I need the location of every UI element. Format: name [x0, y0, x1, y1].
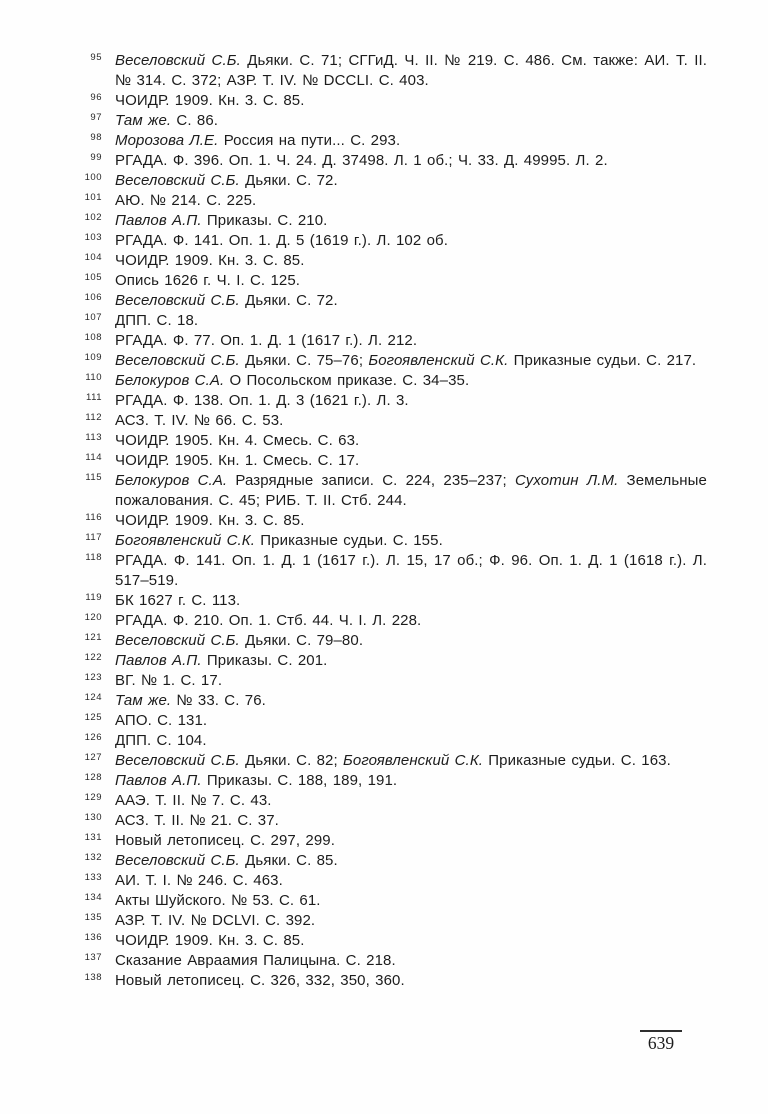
- footnote-number: 136: [84, 932, 102, 943]
- footnote-number: 113: [85, 432, 102, 443]
- footnote-number: 133: [84, 872, 102, 883]
- footnote-item: [76, 111, 707, 131]
- footnote-text: Веселовский С.Б. Дьяки. С. 75–76; Богоявленский С.К. Приказные судьи. С. 217.: [115, 352, 697, 369]
- footnote-item: [76, 971, 707, 991]
- footnote-item: [76, 671, 707, 691]
- footnote-number: 104: [84, 252, 102, 263]
- footnote-number: 138: [84, 972, 102, 983]
- footnote-text: ЧОИДР. 1909. Кн. 3. С. 85.: [115, 932, 305, 949]
- footnote-item: [76, 511, 707, 531]
- footnote-number: 96: [90, 92, 102, 103]
- footnote-text: Павлов А.П. Приказы. С. 210.: [115, 212, 328, 229]
- footnote-item: [76, 371, 707, 391]
- footnote-item: [76, 271, 707, 291]
- footnote-number: 112: [85, 412, 102, 423]
- footnote-text: БК 1627 г. С. 113.: [115, 592, 241, 609]
- footnote-number: 99: [90, 152, 102, 163]
- footnote-item: [76, 831, 707, 851]
- footnote-item: [76, 751, 707, 771]
- footnote-item: [76, 651, 707, 671]
- footnote-number: 128: [84, 772, 102, 783]
- footnote-number: 119: [85, 592, 102, 603]
- footnote-text: РГАДА. Ф. 77. Оп. 1. Д. 1 (1617 г.). Л. 212.: [115, 332, 418, 349]
- footnote-item: [76, 391, 707, 411]
- footnote-number: 95: [90, 52, 102, 63]
- footnote-item: [76, 851, 707, 871]
- footnote-number: 124: [84, 692, 102, 703]
- footnote-text: Новый летописец. С. 297, 299.: [115, 832, 336, 849]
- footnote-number: 126: [84, 732, 102, 743]
- footnote-text: Веселовский С.Б. Дьяки. С. 72.: [115, 172, 338, 189]
- footnote-number: 101: [84, 192, 102, 203]
- footnote-item: [76, 331, 707, 351]
- footnote-number: 121: [84, 632, 102, 643]
- footnote-number: 97: [90, 112, 102, 123]
- footnote-text: АСЗ. Т. II. № 21. С. 37.: [115, 812, 279, 829]
- footnote-text: РГАДА. Ф. 141. Оп. 1. Д. 1 (1617 г.). Л. 15, 17 об.; Ф. 96. Оп. 1. Д. 1 (1618 г.). Л. 517–519.: [115, 552, 707, 589]
- footnote-text: АПО. С. 131.: [115, 712, 208, 729]
- footnote-item: [76, 291, 707, 311]
- footnote-list: [76, 51, 707, 991]
- footnote-item: [76, 431, 707, 451]
- footnote-item: [76, 131, 707, 151]
- footnote-text: ВГ. № 1. С. 17.: [115, 672, 223, 689]
- footnote-text: ЧОИДР. 1909. Кн. 3. С. 85.: [115, 512, 305, 529]
- footnote-text: Веселовский С.Б. Дьяки. С. 79–80.: [115, 632, 364, 649]
- footnote-number: 105: [84, 272, 102, 283]
- footnote-number: 102: [84, 212, 102, 223]
- footnote-number: 111: [86, 392, 102, 403]
- footnote-number: 129: [84, 792, 102, 803]
- footnote-number: 108: [84, 332, 102, 343]
- footnote-text: РГАДА. Ф. 138. Оп. 1. Д. 3 (1621 г.). Л. 3.: [115, 392, 409, 409]
- footnote-item: [76, 411, 707, 431]
- footnote-item: [76, 611, 707, 631]
- footnote-text: Белокуров С.А. О Посольском приказе. С. 34–35.: [115, 372, 470, 389]
- footnote-text: ЧОИДР. 1909. Кн. 3. С. 85.: [115, 252, 305, 269]
- footnote-text: Веселовский С.Б. Дьяки. С. 82; Богоявленский С.К. Приказные судьи. С. 163.: [115, 752, 671, 769]
- footnote-item: [76, 731, 707, 751]
- footnote-item: [76, 631, 707, 651]
- footnote-item: [76, 151, 707, 171]
- footnote-item: [76, 911, 707, 931]
- footnote-number: 106: [84, 292, 102, 303]
- footnote-item: [76, 691, 707, 711]
- footnote-text: РГАДА. Ф. 210. Оп. 1. Стб. 44. Ч. I. Л. 228.: [115, 612, 422, 629]
- footnote-text: Веселовский С.Б. Дьяки. С. 72.: [115, 292, 338, 309]
- footnote-item: [76, 711, 707, 731]
- footnote-item: [76, 551, 707, 591]
- footnote-number: 127: [84, 752, 102, 763]
- footnote-text: АЗР. Т. IV. № DCLVI. С. 392.: [115, 912, 316, 929]
- footnote-text: Павлов А.П. Приказы. С. 201.: [115, 652, 328, 669]
- footnote-item: [76, 211, 707, 231]
- footnote-number: 125: [84, 712, 102, 723]
- footnote-number: 137: [84, 952, 102, 963]
- footnote-text: Новый летописец. С. 326, 332, 350, 360.: [115, 972, 405, 989]
- footnote-item: [76, 251, 707, 271]
- footnote-number: 132: [84, 852, 102, 863]
- footnote-number: 107: [84, 312, 102, 323]
- footnote-number: 134: [84, 892, 102, 903]
- footnote-text: Морозова Л.Е. Россия на пути... С. 293.: [115, 132, 401, 149]
- footnote-number: 117: [85, 532, 102, 543]
- footnote-number: 130: [84, 812, 102, 823]
- footnote-text: АИ. Т. I. № 246. С. 463.: [115, 872, 283, 889]
- footnote-number: 100: [84, 172, 102, 183]
- footnote-item: [76, 771, 707, 791]
- footnote-number: 131: [84, 832, 102, 843]
- footnote-text: Веселовский С.Б. Дьяки. С. 85.: [115, 852, 338, 869]
- footnote-item: [76, 231, 707, 251]
- footnote-text: РГАДА. Ф. 396. Оп. 1. Ч. 24. Д. 37498. Л. 1 об.; Ч. 33. Д. 49995. Л. 2.: [115, 152, 608, 169]
- footnote-number: 110: [85, 372, 102, 383]
- footnote-text: ДПП. С. 18.: [115, 312, 199, 329]
- footnote-text: АЮ. № 214. С. 225.: [115, 192, 257, 209]
- footnote-item: [76, 471, 707, 511]
- footnote-text: Белокуров С.А. Разрядные записи. С. 224, 235–237; Сухотин Л.М. Земельные пожалования. С. 45; РИБ. Т. II. Стб. 244.: [115, 472, 707, 509]
- footnote-text: ЧОИДР. 1905. Кн. 1. Смесь. С. 17.: [115, 452, 360, 469]
- footnote-item: [76, 791, 707, 811]
- footnote-text: ААЭ. Т. II. № 7. С. 43.: [115, 792, 272, 809]
- footnote-number: 114: [85, 452, 102, 463]
- footnote-item: [76, 951, 707, 971]
- footnote-item: [76, 891, 707, 911]
- footnote-item: [76, 171, 707, 191]
- footnote-text: Сказание Авраамия Палицына. С. 218.: [115, 952, 396, 969]
- footnote-text: Веселовский С.Б. Дьяки. С. 71; СГГиД. Ч. II. № 219. С. 486. См. также: АИ. Т. II. № 314. С. 372; АЗР. Т. IV. № DCCLI. С. 403.: [115, 52, 708, 89]
- footnote-number: 103: [84, 232, 102, 243]
- footnote-text: ЧОИДР. 1909. Кн. 3. С. 85.: [115, 92, 305, 109]
- footnote-text: РГАДА. Ф. 141. Оп. 1. Д. 5 (1619 г.). Л. 102 об.: [115, 232, 448, 249]
- footnote-number: 98: [90, 132, 102, 143]
- footnote-item: [76, 191, 707, 211]
- footnote-number: 116: [85, 512, 102, 523]
- page-number: 639: [640, 1030, 682, 1054]
- footnote-number: 135: [84, 912, 102, 923]
- footnote-text: Там же. С. 86.: [115, 112, 219, 129]
- footnote-text: Павлов А.П. Приказы. С. 188, 189, 191.: [115, 772, 398, 789]
- footnote-number: 122: [84, 652, 102, 663]
- footnote-number: 120: [84, 612, 102, 623]
- footnote-number: 109: [84, 352, 102, 363]
- footnote-item: [76, 931, 707, 951]
- footnote-item: [76, 811, 707, 831]
- footnote-text: Там же. № 33. С. 76.: [115, 692, 266, 709]
- footnote-text: ДПП. С. 104.: [115, 732, 207, 749]
- footnote-item: [76, 531, 707, 551]
- footnote-text: Акты Шуйского. № 53. С. 61.: [115, 892, 321, 909]
- footnote-item: [76, 591, 707, 611]
- footnote-item: [76, 51, 707, 91]
- footnote-item: [76, 311, 707, 331]
- footnote-item: [76, 351, 707, 371]
- footnote-text: АСЗ. Т. IV. № 66. С. 53.: [115, 412, 284, 429]
- footnote-item: [76, 451, 707, 471]
- footnote-number: 118: [85, 552, 102, 563]
- footnote-text: Опись 1626 г. Ч. I. С. 125.: [115, 272, 301, 289]
- footnote-text: Богоявленский С.К. Приказные судьи. С. 155.: [115, 532, 443, 549]
- footnote-item: [76, 91, 707, 111]
- footnote-number: 123: [84, 672, 102, 683]
- footnote-item: [76, 871, 707, 891]
- footnote-number: 115: [85, 472, 102, 483]
- footnote-text: ЧОИДР. 1905. Кн. 4. Смесь. С. 63.: [115, 432, 360, 449]
